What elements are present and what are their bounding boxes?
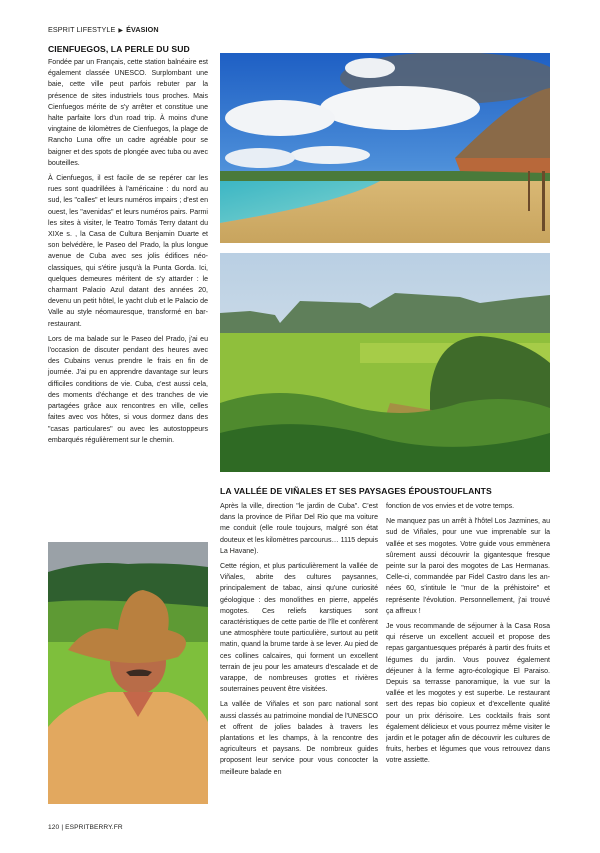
photo-beach-rancho-luna [220,53,550,243]
paragraph: Fondée par un Français, cette station balnéaire est également classée UNESCO. Surplombant une baie, cette ville peut parfois rebuter par la présence de sites industriels tous proches. Mais Cienfuegos mérite de s'y arrêter et constitue une halte parfaite lors d'un road trip. À moins d'une vingtaine de kilomètres de Cienfuegos, la plage de Rancho Luna offre un cadre agréable pour se baigner et des spots de plongée avec tuba ou avec bouteilles. [48,59,208,167]
paragraph: fonction de vos envies et de votre temps. [386,503,515,510]
heading-cienfuegos: CIENFUEGOS, LA PERLE DU SUD [48,44,190,54]
paragraph: Je vous recommande de séjourner à la Casa Rosa qui réserve un excellent accueil et propose des repas gargantuesques préparés à partir des fruits et légumes du jardin. Vous pouvez également déjeuner à la ferme agro-écologique El Paraiso. Depuis sa terrasse panoramique, la vue sur la vallée et les mogotes y est superbe. Le restaurant sert des repas bio copieux et d'excellente qualité pour un prix dérisoire. Les cocktails frais sont également délicieux et vous pourrez même visiter le jardin et le potager afin de découvrir les cultures de fruits, herbes et légumes que vous retrouvez dans votre assiette. [386,623,550,765]
heading-vinales: LA VALLÉE DE VIÑALES ET SES PAYSAGES ÉPOUSTOUFLANTS [220,486,492,496]
paragraph: Ne manquez pas un arrêt à l'hôtel Los Jazmines, au sud de Viñales, pour une vue imprenable sur la vallée et ses mogotes. Votre guide vous emmènera sûrement aussi découvrir la gigantesque fresque peinte sur la paroi des mogotes de Las Hermanas. Celle-ci, commandée par Fidel Castro dans les années 60, s'intitule le "mur de la préhistoire" et représente l'évolution. Personnellement, j'ai trouvé ça affreux ! [386,518,550,615]
paragraph: Lors de ma balade sur le Paseo del Prado, j'ai eu l'occasion de discuter pendant des heures avec des Cubains venus prendre le frais en fin de journée. J'ai pu en apprendre davantage sur leurs difficiles conditions de vie. Cuba, c'est aussi cela, des moments d'échange et des tranches de vie partagées grâce aux rencontres en ville, celles faites avec vos hôtes, si vous dormez dans des "casas particulares" ou avec les autostoppeurs embarqués régulièrement sur le chemin. [48,335,208,444]
page-number: 120 [48,824,60,831]
article-column-left [48,57,208,450]
paragraph: À Cienfuegos, il est facile de se repérer car les rues sont quadrillées à l'américaine : du nord au sud, les "calles" et leurs numéros impairs ; d'est en ouest, les "avenidas" et leurs numéros pairs. Parmi les sites à visiter, le Teatro Tomás Terry datant du XIXe s. , la Casa de Cultura Benjamin Duarte et son belvédère, le Paseo del Prado, la plus longue avenue de Cuba avec ses jolis édifices néoclassiques, qui s'étire jusqu'à la Punta Gorda. Ici, quelques demeures méritent de s'y attarder : le charmant Palacio Azul datant des années 20, devenu un petit hôtel, le yacht club et le Palacio de Valle au style néomauresque, transformé en bar-restaurant. [48,175,208,328]
rubric-subsection: ÉVASION [126,25,159,34]
rubric-section: ESPRIT LIFESTYLE [48,25,116,34]
photo-farmer-portrait [48,542,208,804]
article-column-middle [220,501,378,782]
page-footer [48,824,123,831]
photo-vinales-valley [220,253,550,472]
paragraph: Cette région, et plus particulièrement la vallée de Viñales, abrite des cultures paysannes, principalement de tabac, ainsi qu'une curiosité géologique : des monolithes en pierre, appelés mogotes. Ces reliefs karstiques sont caractéristiques de cette partie de l'île et confèrent une atmosphère toute particulière, surtout au petit matin, quand la brume tarde à se lever. Au pied de ces collines calcaires, qui forment un excellent terrain de jeu pour les amateurs d'escalade et de varappe, de nombreuses grottes et rivières souterraines peuvent être visitées. [220,563,378,694]
article-column-right [386,501,550,771]
paragraph: Après la ville, direction "le jardin de Cuba". C'est dans la province de Piñar Del Rio que ma voiture me conduit (elle roule toujours, malgré son état douteux et les kilomètres parcourus… 1115 depuis La Havane). [220,503,378,555]
website: ESPRITBERRY.FR [65,824,123,831]
triangle-right-icon: ▶ [118,28,124,34]
paragraph: La vallée de Viñales et son parc national sont aussi classés au patrimoine mondial de l'UNESCO et offrent de jolies balades à travers les plantations et les champs, à la rencontre des agriculteurs et paysans. De nombreux guides proposent leur service pour vous concocter la meilleure balade en [220,701,379,776]
section-rubric [48,25,159,34]
footer-separator: | [61,824,64,831]
